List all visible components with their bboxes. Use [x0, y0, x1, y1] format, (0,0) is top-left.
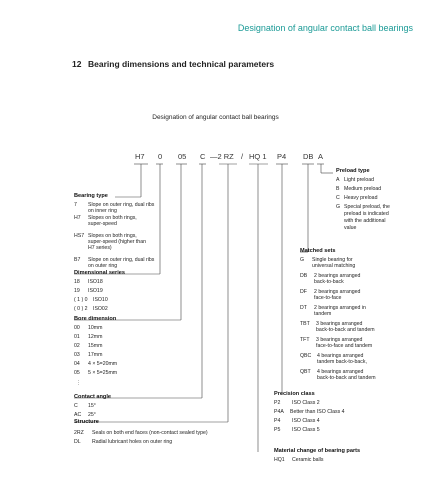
- matched-code: TBT: [300, 321, 310, 327]
- preload-type-heading: Preload type: [336, 168, 370, 174]
- matched-desc: 2 bearings arranged: [314, 273, 361, 279]
- structure-code: DL: [74, 439, 81, 445]
- bearing-type-heading: Bearing type: [74, 193, 108, 199]
- dimensional-series-code: ( 1 ) 0: [74, 297, 88, 303]
- structure-desc: Radial lubricant holes on outer ring: [92, 439, 173, 445]
- preload-desc: Special preload, the: [344, 204, 390, 210]
- precision-code: P4: [274, 418, 281, 424]
- contact-angle-code: C: [74, 403, 78, 409]
- bore-ellipsis: ⋮: [76, 380, 82, 386]
- material-desc: Ceramic balls: [292, 457, 324, 463]
- contact-angle-desc: 25°: [88, 412, 96, 418]
- preload-desc: preload is indicated: [344, 211, 389, 217]
- preload-code: C: [336, 195, 340, 201]
- contact-angle-heading: Contact angle: [74, 394, 111, 400]
- bore-desc: 15mm: [88, 343, 103, 349]
- code-part-precision: P4: [277, 152, 287, 161]
- section-title: Bearing dimensions and technical parameters: [88, 59, 275, 69]
- matched-desc: 3 bearings arranged: [316, 321, 363, 327]
- bore-dimension-heading: Bore dimension: [74, 316, 117, 322]
- bore-desc: 17mm: [88, 352, 103, 358]
- precision-code: P4A: [274, 409, 284, 415]
- bearing-type-desc: super-speed (higher than: [88, 239, 146, 245]
- bore-desc: 10mm: [88, 325, 103, 331]
- bearing-type-code: B7: [74, 257, 81, 263]
- bearing-type-desc: Slope on outer ring, dual ribs: [88, 257, 155, 263]
- bearing-type-desc: Slopes on both rings,: [88, 233, 137, 239]
- matched-desc: tandem back-to-back,: [317, 359, 367, 365]
- matched-desc: Single bearing for: [312, 257, 353, 263]
- dimensional-series-code: 18: [74, 279, 80, 285]
- preload-code: G: [336, 204, 341, 210]
- preload-code: B: [336, 186, 340, 192]
- matched-code: G: [300, 257, 305, 263]
- matched-desc: 2 bearings arranged: [314, 289, 361, 295]
- bore-code: 04: [74, 361, 80, 367]
- matched-desc: 2 bearings arranged in: [314, 305, 366, 311]
- diagram-title: Designation of angular contact ball bearings: [152, 114, 279, 121]
- matched-desc: back-to-back and tandem: [317, 375, 376, 381]
- bore-desc: 5 × 5=25mm: [88, 370, 118, 376]
- matched-desc: 3 bearings arranged: [316, 337, 363, 343]
- preload-desc: with the additional: [344, 218, 386, 224]
- precision-desc: Better than ISO Class 4: [290, 409, 345, 415]
- bearing-type-desc: on outer ring: [88, 263, 118, 269]
- preload-desc: Light preload: [344, 177, 374, 183]
- bore-code: 00: [74, 325, 80, 331]
- code-part-material: HQ 1: [249, 152, 267, 161]
- dimensional-series-code: ( 0 ) 2: [74, 306, 88, 312]
- preload-desc: Heavy preload: [344, 195, 378, 201]
- bearing-type-code: HS7: [74, 233, 85, 239]
- precision-code: P2: [274, 400, 281, 406]
- code-part-contact-angle: C: [200, 152, 206, 161]
- matched-code: QBT: [300, 369, 311, 375]
- matched-code: DT: [300, 305, 307, 311]
- matched-desc: face-to-face and tandem: [316, 343, 373, 349]
- matched-code: DB: [300, 273, 308, 279]
- dimensional-series-desc: ISO10: [93, 297, 108, 303]
- page-header-title: Designation of angular contact ball bearings: [237, 23, 413, 33]
- matched-code: DF: [300, 289, 307, 295]
- bearing-type-code: 7: [74, 202, 77, 208]
- dimensional-series-heading: Dimensional series: [74, 270, 125, 276]
- structure-desc: Seals on both end faces (non-contact sealed type): [92, 430, 208, 436]
- section-number: 12: [72, 59, 82, 69]
- bearing-type-desc: Slope on outer ring, dual ribs: [88, 202, 155, 208]
- contact-angle-desc: 15°: [88, 403, 96, 409]
- matched-desc: back-to-back and tandem: [316, 327, 375, 333]
- matched-desc: 4 bearings arranged: [317, 353, 364, 359]
- code-part-bearing-type: H7: [135, 152, 145, 161]
- precision-code: P5: [274, 427, 281, 433]
- bearing-type-code: H7: [74, 215, 81, 221]
- matched-desc: back-to-back: [314, 279, 344, 285]
- matched-code: TFT: [300, 337, 310, 343]
- dimensional-series-desc: ISO19: [88, 288, 103, 294]
- dimensional-series-code: 19: [74, 288, 80, 294]
- dimensional-series-desc: ISO02: [93, 306, 108, 312]
- bearing-type-desc: super-speed: [88, 221, 117, 227]
- bore-desc: 4 × 5=20mm: [88, 361, 118, 367]
- bore-code: 01: [74, 334, 80, 340]
- dimensional-series-desc: ISO18: [88, 279, 103, 285]
- precision-desc: ISO Class 4: [292, 418, 320, 424]
- code-part-bore: 05: [178, 152, 187, 161]
- bore-code: 05: [74, 370, 80, 376]
- matched-desc: universal matching: [312, 263, 356, 269]
- matched-sets-heading: Matched sets: [300, 248, 336, 254]
- structure-code: 2RZ: [74, 430, 84, 436]
- material-change-heading: Material change of bearing parts: [274, 448, 361, 454]
- code-part-dimensional-series: 0: [158, 152, 163, 161]
- bearing-type-desc: Slopes on both rings,: [88, 215, 137, 221]
- matched-desc: tandem: [314, 311, 332, 317]
- preload-desc: Medium preload: [344, 186, 382, 192]
- code-part-preload: A: [318, 152, 324, 161]
- code-part-slash: /: [241, 152, 244, 161]
- matched-desc: 4 bearings arranged: [317, 369, 364, 375]
- bore-desc: 12mm: [88, 334, 103, 340]
- precision-desc: ISO Class 5: [292, 427, 320, 433]
- contact-angle-code: AC: [74, 412, 82, 418]
- bore-code: 03: [74, 352, 80, 358]
- code-part-structure: —2 RZ: [210, 152, 234, 161]
- bore-code: 02: [74, 343, 80, 349]
- structure-heading: Structure: [74, 419, 99, 425]
- matched-code: QBC: [300, 353, 312, 359]
- code-part-matched: DB: [303, 152, 314, 161]
- preload-code: A: [336, 177, 340, 183]
- bearing-type-desc: H7 series): [88, 245, 112, 251]
- matched-desc: face-to-face: [314, 295, 342, 301]
- precision-desc: ISO Class 2: [292, 400, 320, 406]
- preload-desc: value: [344, 225, 357, 231]
- precision-class-heading: Precision class: [274, 391, 315, 397]
- material-code: HQ1: [274, 457, 285, 463]
- bearing-type-desc: on inner ring: [88, 208, 117, 214]
